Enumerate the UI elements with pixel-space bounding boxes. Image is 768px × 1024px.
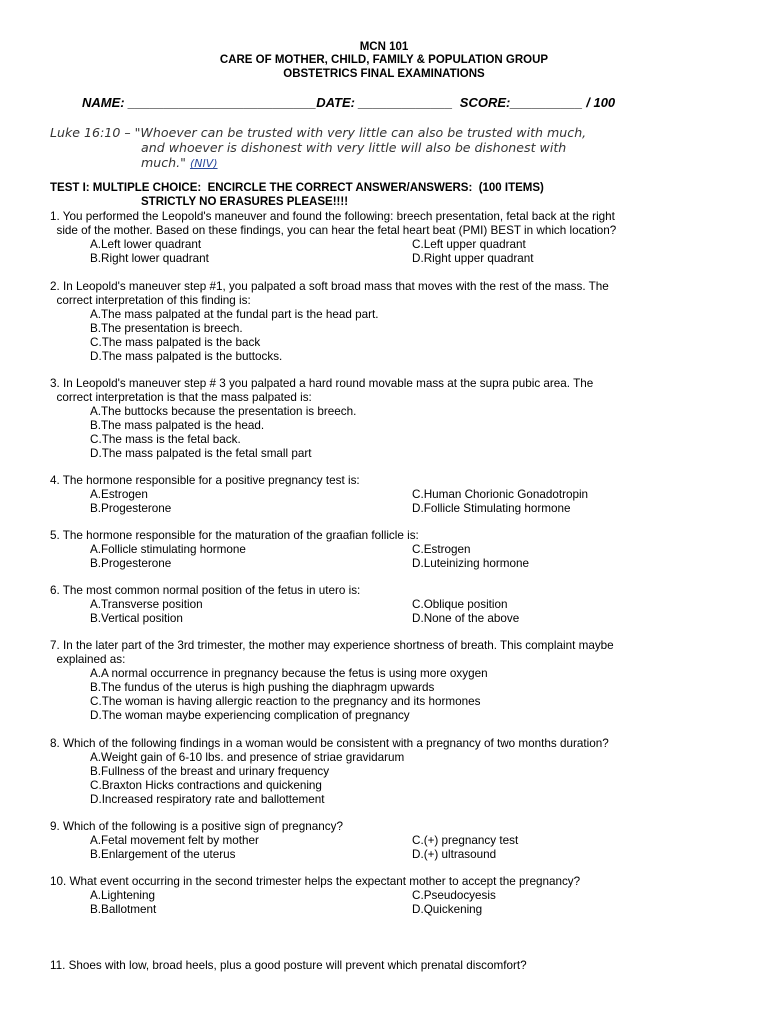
question-8: 8. Which of the following findings in a woman would be consistent with a pregnancy of two months duration? — [50, 737, 609, 750]
q4-option-c[interactable]: C.Human Chorionic Gonadotropin — [412, 488, 589, 501]
q9-option-d[interactable]: D.(+) ultrasound — [412, 848, 497, 861]
q10-option-c[interactable]: C.Pseudocyesis — [412, 889, 496, 902]
q1-option-b[interactable]: B.Right lower quadrant — [90, 252, 209, 265]
q3-option-a[interactable]: A.The buttocks because the presentation is breech. — [90, 405, 357, 418]
question-2-line-2: correct interpretation of this finding is: — [50, 294, 251, 307]
q1-option-a[interactable]: A.Left lower quadrant — [90, 238, 202, 251]
q10-option-a[interactable]: A.Lightening — [90, 889, 155, 902]
q2-option-c[interactable]: C.The mass palpated is the back — [90, 336, 261, 349]
question-6: 6. The most common normal position of the fetus in utero is: — [50, 584, 361, 597]
q3-option-d[interactable]: D.The mass palpated is the fetal small part — [90, 447, 312, 460]
verse-text: much." — [141, 155, 190, 170]
q1-option-c[interactable]: C.Left upper quadrant — [412, 238, 526, 251]
q9-option-b[interactable]: B.Enlargement of the uterus — [90, 848, 236, 861]
course-code: MCN 101 — [359, 41, 409, 53]
verse-line-1: Luke 16:10 – "Whoever can be trusted with very little can also be trusted with much, — [50, 125, 587, 140]
q6-option-b[interactable]: B.Vertical position — [90, 612, 183, 625]
q6-option-c[interactable]: C.Oblique position — [412, 598, 508, 611]
q7-option-a[interactable]: A.A normal occurrence in pregnancy because the fetus is using more oxygen — [90, 667, 488, 680]
q8-option-a[interactable]: A.Weight gain of 6-10 lbs. and presence of striae gravidarum — [90, 751, 405, 764]
q3-option-b[interactable]: B.The mass palpated is the head. — [90, 419, 265, 432]
question-10: 10. What event occurring in the second trimester helps the expectant mother to accept the pregnancy? — [50, 875, 581, 888]
question-7-line-1: 7. In the later part of the 3rd trimester, the mother may experience shortness of breath. This complaint maybe — [50, 639, 614, 652]
q4-option-d[interactable]: D.Follicle Stimulating hormone — [412, 502, 571, 515]
q5-option-d[interactable]: D.Luteinizing hormone — [412, 557, 529, 570]
q2-option-b[interactable]: B.The presentation is breech. — [90, 322, 243, 335]
test-title: TEST I: MULTIPLE CHOICE: ENCIRCLE THE CORRECT ANSWER/ANSWERS: (100 ITEMS) — [50, 182, 544, 194]
test-subtitle: STRICTLY NO ERASURES PLEASE!!!! — [141, 196, 349, 208]
question-3-line-2: correct interpretation is that the mass palpated is: — [50, 391, 312, 404]
q6-option-a[interactable]: A.Transverse position — [90, 598, 203, 611]
question-1-line-1: 1. You performed the Leopold's maneuver and found the following: breech presentation, fetal back at the right — [50, 210, 615, 223]
exam-title: OBSTETRICS FINAL EXAMINATIONS — [283, 68, 485, 80]
q8-option-c[interactable]: C.Braxton Hicks contractions and quickening — [90, 779, 322, 792]
q10-option-b[interactable]: B.Ballotment — [90, 903, 157, 916]
q1-option-d[interactable]: D.Right upper quadrant — [412, 252, 534, 265]
q4-option-b[interactable]: B.Progesterone — [90, 502, 172, 515]
q7-option-b[interactable]: B.The fundus of the uterus is high pushing the diaphragm upwards — [90, 681, 435, 694]
question-1-line-2: side of the mother. Based on these findings, you can hear the fetal heart beat (PMI) BEST in which location? — [50, 224, 617, 237]
question-2-line-1: 2. In Leopold's maneuver step #1, you palpated a soft broad mass that moves with the rest of the mass. The — [50, 280, 609, 293]
q3-option-c[interactable]: C.The mass is the fetal back. — [90, 433, 241, 446]
q5-option-a[interactable]: A.Follicle stimulating hormone — [90, 543, 246, 556]
course-title: CARE OF MOTHER, CHILD, FAMILY & POPULATION GROUP — [219, 54, 549, 66]
question-11: 11. Shoes with low, broad heels, plus a good posture will prevent which prenatal discomfort? — [50, 959, 527, 972]
q9-option-a[interactable]: A.Fetal movement felt by mother — [90, 834, 259, 847]
q5-option-b[interactable]: B.Progesterone — [90, 557, 172, 570]
verse-line-2: and whoever is dishonest with very little will also be dishonest with — [141, 140, 567, 155]
q7-option-c[interactable]: C.The woman is having allergic reaction to the pregnancy and its hormones — [90, 695, 481, 708]
q6-option-d[interactable]: D.None of the above — [412, 612, 520, 625]
q2-option-a[interactable]: A.The mass palpated at the fundal part is the head part. — [90, 308, 379, 321]
q10-option-d[interactable]: D.Quickening — [412, 903, 483, 916]
q5-option-c[interactable]: C.Estrogen — [412, 543, 471, 556]
question-4: 4. The hormone responsible for a positive pregnancy test is: — [50, 474, 360, 487]
question-5: 5. The hormone responsible for the maturation of the graafian follicle is: — [50, 529, 419, 542]
q7-option-d[interactable]: D.The woman maybe experiencing complication of pregnancy — [90, 709, 410, 722]
name-date-score-line: NAME: __________________________DATE: _____________ SCORE:__________ / 100 — [82, 95, 616, 110]
question-3-line-1: 3. In Leopold's maneuver step # 3 you palpated a hard round movable mass at the supra pubic area. The — [50, 377, 594, 390]
niv-link[interactable]: (NIV) — [189, 157, 218, 170]
q8-option-d[interactable]: D.Increased respiratory rate and ballottement — [90, 793, 325, 806]
q9-option-c[interactable]: C.(+) pregnancy test — [412, 834, 519, 847]
verse-line-3 — [141, 155, 218, 171]
question-9: 9. Which of the following is a positive sign of pregnancy? — [50, 820, 343, 833]
q4-option-a[interactable]: A.Estrogen — [90, 488, 148, 501]
q8-option-b[interactable]: B.Fullness of the breast and urinary frequency — [90, 765, 330, 778]
question-7-line-2: explained as: — [50, 653, 126, 666]
q2-option-d[interactable]: D.The mass palpated is the buttocks. — [90, 350, 283, 363]
